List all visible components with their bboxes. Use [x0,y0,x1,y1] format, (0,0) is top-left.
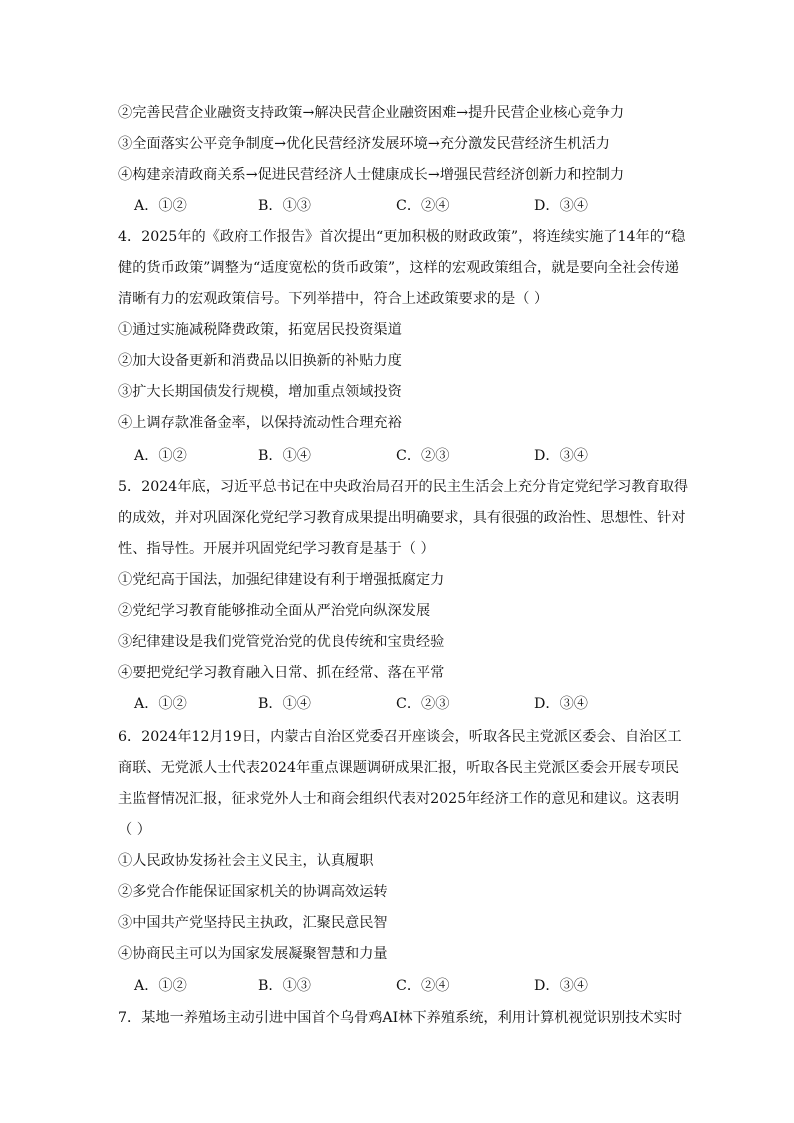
q6-options [134,976,694,996]
q6-item-3: ③中国共产党坚持民主执政，汇聚民意民智 [118,915,388,931]
q5-item-1: ①党纪高于国法，加强纪律建设有利于增强抵腐定力 [118,572,445,588]
q6-option-a: A．①② [134,978,187,994]
q4-option-b: B．①④ [258,448,311,464]
q5-stem-line-3: 性、指导性。开展并巩固党纪学习教育是基于（ ） [118,541,435,557]
q6-item-4: ④协商民主可以为国家发展凝聚智慧和力量 [118,946,388,962]
q4-option-d: D．③④ [534,448,588,464]
q6-item-2: ②多党合作能保证国家机关的协调高效运转 [118,884,388,900]
q7-stem-line-1: 7．某地一养殖场主动引进中国首个乌骨鸡AI林下养殖系统，利用计算机视觉识别技术实时 [118,1010,683,1026]
q6-option-d: D．③④ [534,978,588,994]
q3-option-d: D．③④ [534,198,588,214]
q5-option-a: A．①② [134,696,187,712]
q4-option-a: A．①② [134,448,187,464]
q3-option-b: B．①③ [258,198,311,214]
q3-item-3: ③全面落实公平竞争制度→优化民营经济发展环境→充分激发民营经济生机活力 [118,136,610,152]
q4-item-1: ①通过实施减税降费政策，拓宽居民投资渠道 [118,322,402,338]
q3-option-a: A．①② [134,198,187,214]
q5-item-2: ②党纪学习教育能够推动全面从严治党向纵深发展 [118,603,431,619]
q5-option-d: D．③④ [534,696,588,712]
q4-item-2: ②加大设备更新和消费品以旧换新的补贴力度 [118,353,402,369]
q6-option-c: C．②④ [396,978,450,994]
q6-stem-line-3: 主监督情况汇报，征求党外人士和商会组织代表对2025年经济工作的意见和建议。这表明 [118,791,680,807]
q4-stem-line-1: 4．2025年的《政府工作报告》首次提出“更加积极的财政政策”，将连续实施了14年的“稳 [118,229,686,245]
q5-stem-line-2: 的成效，并对巩固深化党纪学习教育成果提出明确要求，具有很强的政治性、思想性、针对 [118,510,686,526]
q5-item-4: ④要把党纪学习教育融入日常、抓在经常、落在平常 [118,665,445,681]
q3-option-c: C．②④ [396,198,450,214]
q3-item-4: ④构建亲清政商关系→促进民营经济人士健康成长→增强民营经济创新力和控制力 [118,167,625,183]
q5-option-b: B．①④ [258,696,311,712]
q6-item-1: ①人民政协发扬社会主义民主，认真履职 [118,853,374,869]
q6-stem-line-2: 商联、无党派人士代表2024年重点课题调研成果汇报，听取各民主党派区委会开展专项民 [118,760,680,776]
q3-item-2: ②完善民营企业融资支持政策→解决民营企业融资困难→提升民营企业核心竞争力 [118,105,625,121]
q3-options [134,196,694,216]
q4-stem-line-2: 健的货币政策”调整为“适度宽松的货币政策”，这样的宏观政策组合，就是要向全社会传递 [118,260,679,276]
q5-options [134,694,694,714]
q6-option-b: B．①③ [258,978,311,994]
q6-stem-line-1: 6．2024年12月19日，内蒙古自治区党委召开座谈会，听取各民主党派区委会、自治区工 [118,729,682,745]
q4-options [134,446,694,466]
q5-option-c: C．②③ [396,696,450,712]
q5-stem-line-1: 5．2024年底，习近平总书记在中央政治局召开的民主生活会上充分肯定党纪学习教育取得 [118,479,689,495]
q4-item-4: ④上调存款准备金率，以保持流动性合理充裕 [118,415,402,431]
q4-item-3: ③扩大长期国债发行规模，增加重点领域投资 [118,384,402,400]
q4-stem-line-3: 清晰有力的宏观政策信号。下列举措中，符合上述政策要求的是（ ） [118,291,549,307]
q6-stem-line-4: （ ） [118,822,151,838]
q4-option-c: C．②③ [396,448,450,464]
q5-item-3: ③纪律建设是我们党管党治党的优良传统和宝贵经验 [118,634,445,650]
